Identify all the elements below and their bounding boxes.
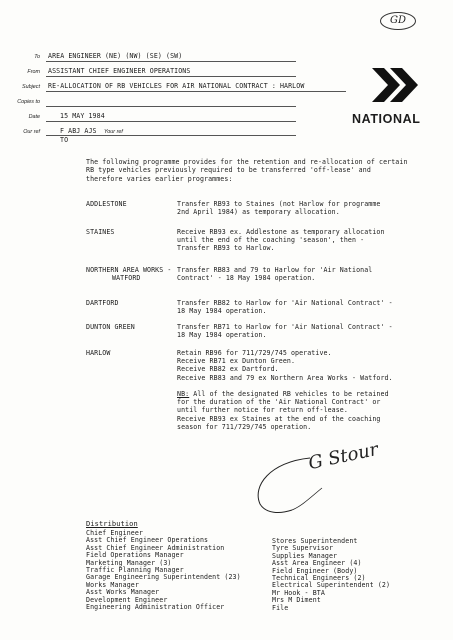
distribution-item: Chief Engineer: [86, 529, 143, 537]
distribution-item: Engineering Administration Officer: [86, 603, 225, 612]
header-value-to: AREA ENGINEER (NE) (NW) (SE) (SW): [48, 52, 183, 60]
distribution-item: Supplies Manager: [272, 551, 338, 560]
header-value-subject: RE-ALLOCATION OF RB VEHICLES FOR AIR NATIONAL CONTRACT : HARLOW: [48, 82, 305, 90]
distribution-right-column: [272, 538, 390, 612]
distribution-item: Mrs M Diment: [272, 596, 321, 605]
programme-location: HARLOW: [86, 349, 111, 357]
nb-note: NB: All of the designated RB vehicles to be retained for the duration of the 'Air National Contract' or until further notice for return off-lease. Receive RB93 ex Staines at the end of the coaching season for 711/729/745 operation.: [177, 390, 389, 431]
distribution-item: Asst Chief Engineer Administration: [86, 543, 225, 552]
programme-location-sub: WATFORD: [112, 274, 141, 282]
distribution-item: Asst Works Manager: [86, 588, 160, 597]
handwritten-reference: GD: [380, 12, 416, 30]
distribution-item: Electrical Superintendent (2): [272, 581, 391, 590]
distribution-item: Garage Engineering Superintendent (23): [86, 573, 241, 582]
distribution-left-column: [86, 530, 241, 611]
distribution-heading: Distribution: [86, 520, 138, 528]
programme-instructions: Transfer RB93 to Staines (not Harlow for programme 2nd April 1984) as temporary allocation.: [177, 200, 381, 217]
programme-location: DUNTON GREEN: [86, 323, 135, 331]
programme-location: NORTHERN AREA WORKS -: [86, 266, 172, 274]
distribution-item: Asst Chief Engineer Operations: [86, 536, 209, 545]
signature-text: G Stour: [306, 438, 381, 475]
distribution-item: Stores Superintendent: [272, 537, 358, 545]
distribution-item: Traffic Planning Manager: [86, 566, 184, 575]
distribution-item: Technical Engineers (2): [272, 574, 366, 583]
distribution-item: Field Operations Manager: [86, 551, 184, 560]
header-label-our-ref: Our ref: [23, 129, 40, 135]
header-to-note: TO: [60, 136, 69, 144]
chevron-logo-icon: [370, 62, 430, 108]
header-value-from: ASSISTANT CHIEF ENGINEER OPERATIONS: [48, 67, 191, 75]
programme-location: ADDLESTONE: [86, 200, 127, 208]
programme-instructions: Retain RB96 for 711/729/745 operative. Receive RB71 ex Dunton Green. Receive RB82 ex Dartford. Receive RB83 and 79 ex Northern Area Works - Watford.: [177, 349, 393, 382]
header-label-your-ref: Your ref: [104, 129, 123, 135]
header-label-to: To: [34, 54, 40, 60]
distribution-item: Development Engineer: [86, 595, 168, 604]
nb-prefix: NB:: [177, 390, 190, 398]
distribution-item: Tyre Supervisor: [272, 544, 334, 553]
programme-location: DARTFORD: [86, 299, 119, 307]
distribution-item: Marketing Manager (3): [86, 558, 172, 567]
programme-instructions: Transfer RB71 to Harlow for 'Air National Contract' - 18 May 1984 operation.: [177, 323, 393, 340]
header-label-from: From: [27, 69, 40, 75]
distribution-item: Field Engineer (Body): [272, 566, 358, 575]
header-label-date: Date: [28, 114, 40, 120]
programme-instructions: Transfer RB82 to Harlow for 'Air National Contract' - 18 May 1984 operation.: [177, 299, 393, 316]
programme-location: STAINES: [86, 228, 115, 236]
distribution-item: Asst Area Engineer (4): [272, 559, 362, 568]
programme-instructions: Receive RB93 ex. Addlestone as temporary allocation until the end of the coaching 'season', then - Transfer RB93 to Harlow.: [177, 228, 385, 253]
distribution-item: Works Manager: [86, 580, 139, 589]
programme-instructions: Transfer RB83 and 79 to Harlow for 'Air National Contract' - 18 May 1984 operation.: [177, 266, 373, 283]
header-label-subject: Subject: [22, 84, 40, 90]
logo-text: NATIONAL: [352, 112, 421, 126]
header-value-our-ref: F ABJ AJS: [60, 127, 97, 135]
header-label-copies: Copies to: [17, 99, 40, 105]
distribution-item: File: [272, 603, 289, 612]
intro-paragraph: The following programme provides for the retention and re-allocation of certain RB type vehicles previously required to be transferred 'off-lease' and therefore varies earlier programmes:: [86, 158, 408, 183]
header-value-date: 15 MAY 1984: [60, 112, 105, 120]
distribution-item: Mr Hook - BTA: [272, 588, 325, 597]
signature-stroke-icon: [240, 452, 340, 518]
